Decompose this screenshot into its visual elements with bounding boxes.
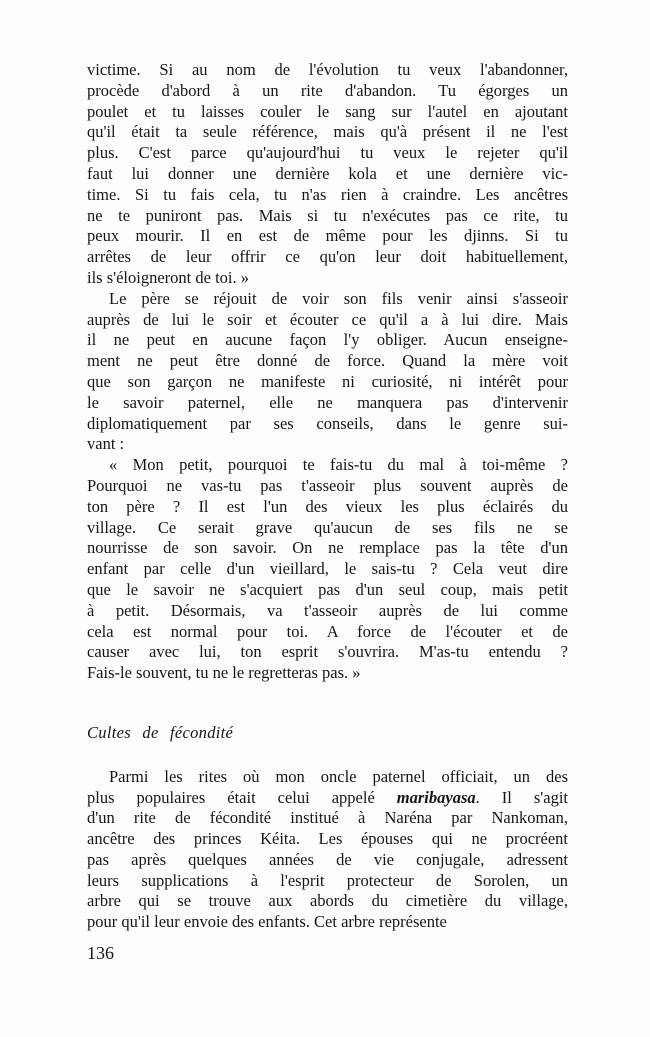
text-line: d'un rite de fécondité institué à Naréna par Nankoman,: [87, 808, 568, 828]
paragraph: [87, 767, 568, 933]
text-line: à petit. Désormais, va t'asseoir auprès de lui comme: [87, 600, 568, 620]
text-line: le savoir paternel, elle ne manquera pas d'intervenir: [87, 392, 568, 412]
text-line: Pourquoi ne vas-tu pas t'asseoir plus souvent auprès de: [87, 475, 568, 495]
text-line: qu'il était ta seule référence, mais qu'à présent il ne l'est: [87, 122, 568, 142]
text-line: nourrisse de son savoir. On ne remplace pas la tête d'un: [87, 538, 568, 558]
text-line: causer avec lui, ton esprit s'ouvrira. M'as-tu entendu ?: [87, 642, 568, 662]
text-line: peux mourir. Il en est de même pour les djinns. Si tu: [87, 226, 568, 246]
text-line: « Mon petit, pourquoi te fais-tu du mal à toi-même ?: [109, 455, 568, 475]
text-line: procède d'abord à un rite d'abandon. Tu égorges un: [87, 80, 568, 100]
text-line: ils s'éloigneront de toi. »: [87, 267, 249, 287]
text-line: poulet et tu laisses couler le sang sur l'autel en ajoutant: [87, 101, 568, 121]
page-number: 136: [87, 943, 114, 963]
text-segment: . Il s'agit: [475, 787, 568, 807]
text-line: que son garçon ne manifeste ni curiosité, ni intérêt pour: [87, 371, 568, 391]
text-line: pas après quelques années de vie conjugale, adressent: [87, 849, 568, 869]
text-line: Fais-le souvent, tu ne le regretteras pas. »: [87, 663, 361, 683]
text-line: victime. Si au nom de l'évolution tu veux l'abandonner,: [87, 60, 568, 79]
text-line: arbre qui se trouve aux abords du cimetière du village,: [87, 891, 568, 911]
section-heading: Cultes de fécondité: [87, 722, 234, 742]
text-line: faut lui donner une dernière kola et une dernière vic-: [87, 163, 568, 183]
text-line: plus. C'est parce qu'aujourd'hui tu veux le rejeter qu'il: [87, 143, 568, 163]
paragraph: [87, 455, 568, 684]
text-segment: plus populaires était celui appelé: [87, 787, 397, 807]
text-line: Parmi les rites où mon oncle paternel officiait, un des: [109, 766, 568, 786]
paragraph: [87, 60, 568, 289]
text-line: village. Ce serait grave qu'aucun de ses fils ne se: [87, 517, 568, 537]
text-line: il ne peut en aucune façon l'y obliger. Aucun enseigne-: [87, 330, 568, 350]
text-line: ment ne peut être donné de force. Quand la mère voit: [87, 351, 568, 371]
paragraph: [87, 289, 568, 455]
text-line: time. Si tu fais cela, tu n'as rien à craindre. Les ancêtres: [87, 184, 568, 204]
text-line: [87, 788, 568, 809]
text-line: cela est normal pour toi. A force de l'écouter et de: [87, 621, 568, 641]
text-line: que le savoir ne s'acquiert pas d'un seul coup, mais petit: [87, 579, 568, 599]
emphasized-term: maribayasa: [396, 787, 476, 807]
text-line: Le père se réjouit de voir son fils venir ainsi s'asseoir: [109, 288, 568, 308]
text-line: vant :: [87, 434, 125, 454]
text-line: auprès de lui le soir et écouter ce qu'il a à lui dire. Mais: [87, 309, 568, 329]
text-line: leurs supplications à l'esprit protecteur de Sorolen, un: [87, 870, 568, 890]
text-line: arrêtes de leur offrir ce qu'on leur doit habituellement,: [87, 247, 568, 267]
text-line: ancêtre des princes Kéita. Les épouses qui ne procréent: [87, 829, 568, 849]
text-line: ne te puniront pas. Mais si tu n'exécutes pas ce rite, tu: [87, 205, 568, 225]
text-line: enfant par celle d'un vieillard, le sais-tu ? Cela veut dire: [87, 559, 568, 579]
text-block: [87, 60, 568, 933]
text-line: ton père ? Il est l'un des vieux les plus éclairés du: [87, 496, 568, 516]
text-line: diplomatiquement par ses conseils, dans le genre sui-: [87, 413, 568, 433]
text-line: pour qu'il leur envoie des enfants. Cet arbre représente: [87, 912, 447, 932]
